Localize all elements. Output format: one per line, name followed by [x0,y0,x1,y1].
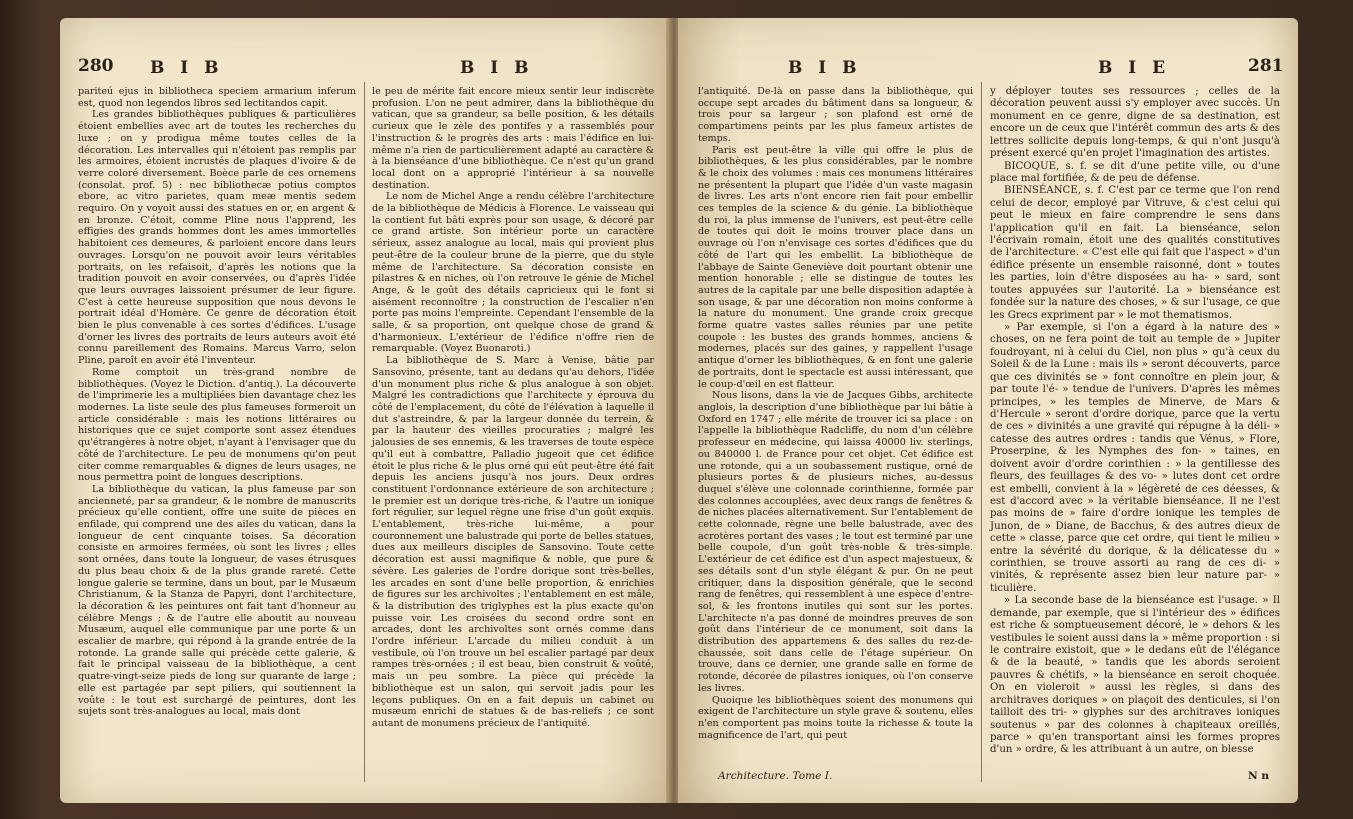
paragraph: Quoique les bibliothèques soient des monumens qui exigent de l'architecture un style grave & soutenu, elles n'en comportent pas moins toute la richesse & toute la magnificence de l'art, qui peut [698,694,973,741]
left-page [60,18,670,803]
paragraph: La bibliothèque de S. Marc à Venise, bâtie par Sansovino, présente, tant au dedans qu'au dehors, l'idée d'un monument plus riche & plus analogue à son objet. Malgré les contradictions que l'architecte y éprouva du côté de l'emplacement, du côté de l'élévation à laquelle il dut s'astreindre, & par la largeur donnée du terrein, & par la hauteur des vieilles procuraties ; malgré les jalousies de ses ennemis, & les traverses de toute espèce qu'il eut à combattre, Palladio jugeoit que cet édifice étoit le plus riche & le plus orné qui eût peut-être été fait depuis les anciens jusqu'à nos jours. Deux ordres constituent l'ordonnance extérieure de son architecture ; le premier est un dorique très-riche, & l'autre un ionique fort régulier, sur lequel règne une frise d'un goût exquis. L'entablement, très-riche lui-même, a pour couronnement une balustrade qui porte de belles statues, dues aux meilleurs disciples de Sansovino. Toute cette décoration est aussi magnifique & noble, que pure & sévère. Les galeries de l'ordre dorique sont très-belles, les arcades en sont d'une belle proportion, & enrichies de figures sur les archivoltes ; l'entablement en est mâle, & la distribution des triglyphes est la plus exacte qu'on puisse voir. Les croisées du second ordre sont en arcades, dont les archivoltes sont ornés comme dans l'ordre inférieur. L'arcade du milieu conduit à un vestibule, où l'on trouve un bel escalier partagé par deux rampes très-ornées ; il est beau, bien construit & voûté, mais un peu sombre. La pièce qui précède la bibliothèque est un salon, qui servoit jadis pour les leçons publiques. On en a fait depuis un cabinet ou musæum enrichi de statues & de bas-reliefs ; ce sont autant de monumens précieux de l'antiquité. [372,355,654,729]
paragraph: BICOQUE, s. f. se dit d'une petite ville, ou d'une place mal fortifiée, & de peu de défense. [990,160,1280,184]
page-number: 281 [1248,56,1284,76]
running-head: B I B [788,58,862,78]
paragraph: pariteú ejus in bibliotheca speciem armarium inferum est, quod non legendos libros sed lectitandos capit. [78,86,356,109]
paragraph: » La seconde base de la bienséance est l'usage. » Il demande, par exemple, que si l'intérieur des » édifices est riche & somptueusement décoré, le » dehors & les vestibules le soient aussi dans la » même proportion : si le contraire existoit, que » le dedans eût de l'élégance & de la beauté, » tandis que les abords seroient pauvres & chétifs, » la bienséance en seroit choquée. On en violeroit » aussi les règles, si dans des architraves doriques » on plaçoit des denticules, si l'on tailloit des tri- » glyphes sur des architraves ioniques soutenus » par des colonnes à chapiteaux oreillés, parce » qu'en transportant ainsi les formes propres d'un » ordre, & les attribuant à un autre, on blesse [990,595,1280,756]
paragraph: Le nom de Michel Ange a rendu célèbre l'architecture de la bibliothèque de Médicis à Florence. Le vaisseau qui la contient fut bâti exprès pour son usage, & décoré par ce grand artiste. Son intérieur porte un caractère sérieux, assez analogue au local, mais qui provient plus peut-être de la couleur brune de la pierre, que du style même de l'architecture. Sa décoration consiste en pilastres & en niches, où l'on retrouve le génie de Michel Ange, & le goût des détails capricieux qui le font si aisément reconnoître ; la construction de l'escalier n'en porte pas moins l'empreinte. Cependant l'ensemble de la salle, & sa proportion, ont quelque chose de grand & d'harmonieux. L'extérieur de l'édifice n'offre rien de remarquable. (Voyez Buonaroti.) [372,191,654,355]
paragraph: le peu de mérite fait encore mieux sentir leur indiscrète profusion. L'on ne peut admirer, dans la bibliothèque du vatican, que sa grandeur, sa belle position, & les détails curieux que le zèle des pontifes y a rassemblés pour l'instruction & le progrès des arts : mais l'édifice en lui-même n'a rien de particulièrement adapté au caractère & à la bienséance d'une bibliothèque. Ce n'est qu'un grand local dont on a approprié l'intérieur à sa nouvelle destination. [372,86,654,191]
running-head: B I B [150,58,224,78]
paragraph: La bibliothèque du vatican, la plus fameuse par son ancienneté, par sa grandeur, & le nombre de manuscrits précieux qu'elle contient, offre une suite de pièces en enfilade, qui comprend une des ailes du vatican, dans la longueur de cent cinquante toises. Sa décoration consiste en armoires fermées, où sont les livres ; elles sont ornées, dans toute la longueur, de vases étrusques du plus beau choix & de la plus grande rareté. Cette longue galerie se termine, dans un bout, par le Musæum Christianum, & la Stanza de Papyri, dont l'architecture, la décoration & les peintures ont fait tant d'honneur au célèbre Mengs ; & de l'autre elle aboutit au nouveau Musæum, auquel elle communique par une porte & un escalier de marbre, qui répond à la grande entrée de la rotonde. La grande salle qui précède cette galerie, & fait le principal vaisseau de la bibliothèque, a cent quatre-vingt-seize pieds de long sur quarante de large ; elle est partagée par sept piliers, qui soutiennent la voûte : le tout est surchargé de peintures, dont les sujets sont très-analogues au local, mais dont [78,483,356,718]
running-head: B I B [460,58,534,78]
signature-mark: Architecture. Tome I. [718,770,833,782]
page-number: 280 [78,56,114,76]
running-head: B I E [1098,58,1171,78]
text-column-1 [698,86,973,741]
right-page [678,18,1298,803]
paragraph: l'antiquité. De-là on passe dans la bibliothèque, qui occupe sept arcades du bâtiment dans sa longueur, & trois pour sa largeur ; son plafond est orné de compartimens peints par les plus fameux artistes de temps. [698,86,973,144]
text-column-2 [372,86,654,730]
paragraph: » Par exemple, si l'on a égard à la nature des » choses, on ne fera point de toit au temple de » Jupiter foudroyant, ni à celui du Ciel, non plus » qu'à ceux du Soleil & de la Lune : mais ils » seront découverts, parce que ces divinités se » font connoître en plein jour, & par toute l'é- » tendue de l'univers. D'après les mêmes principes, » les temples de Minerve, de Mars & d'Hercule » seront d'ordre dorique, parce que la vertu de ces » divinités a une gravité qui répugne à la déli- » catesse des autres ordres : tandis que Vénus, » Flore, Proserpine, & les Nymphes des fon- » taines, en doivent avoir d'ordre corinthien : » la gentillesse des fleurs, des feuillages & des vo- » lutes dont cet ordre est embelli, convient à la » légèreté de ces déesses, & est d'accord avec » la véritable bienséance. Il ne l'est pas moins de » faire d'ordre ionique les temples de Junon, de » Diane, de Bacchus, & des autres dieux de cette » classe, parce que cet ordre, qui tient le milieu » entre la sévérité du dorique, & la délicatesse du » corinthien, se trouve assorti au rang de ces di- » vinités, & représente assez bien leur nature par- » ticulière. [990,322,1280,594]
column-rule [364,82,365,782]
catchword: N n [1248,770,1270,782]
paragraph: BIENSÉANCE, s. f. C'est par ce terme que l'on rend celui de decor, employé par Vitruve, & c'est celui qui peut le mieux en faire comprendre le sens dans l'application qu'il en fait. La bienséance, selon l'écrivain romain, étoit une des qualités constitutives de l'architecture. « C'est elle qui fait que l'aspect » d'un édifice présente un ensemble raisonné, dont » toutes les parties, loin d'être disposées au ha- » sard, sont toutes appuyées sur l'autorité. La » bienséance est fondée sur la nature des choses, » & sur l'usage, ce que les Grecs expriment par » le mot thematismos. [990,185,1280,321]
text-column-1 [78,86,356,718]
text-column-2 [990,86,1280,757]
paragraph: Paris est peut-être la ville qui offre le plus de bibliothèques, & les plus considérables, par le nombre & le choix des volumes : mais ces monumens littéraires ne présentent la plupart que l'idée d'un vaste magasin de livres. Les arts n'ont encore rien fait pour embellir ces temples de la science & du génie. La bibliothèque du roi, la plus immense de l'univers, est peut-être celle de toutes qui doit le moins trouver place dans un ouvrage où l'on n'envisage ces sortes d'édifices que du côté de l'art qui les embellit. La bibliothèque de l'abbaye de Sainte Geneviève doit pourtant obtenir une mention honorable ; elle se distingue de toutes les autres de la capitale par une belle disposition adaptée à son usage, & par une décoration non moins conforme à la nature du monument. Une grande croix grecque forme quatre vastes salles réunies par une petite coupole : les bustes des grands hommes, anciens & modernes, placés sur des gaines, y rappellent l'usage antique d'orner les bibliothèques, & en font une galerie de portraits, dont le spectacle est aussi intéressant, que le coup-d'œil en est flatteur. [698,144,973,390]
column-rule [981,82,982,782]
paragraph: Nous lisons, dans la vie de Jacques Gibbs, architecte anglois, la description d'une bibliothèque par lui bâtie à Oxford en 1747 ; elle mérite de trouver ici sa place : on l'appelle la bibliothèque Radcliffe, du nom d'un célèbre professeur en médecine, qui laissa 40000 liv. sterlings, ou 840000 l. de France pour cet objet. Cet édifice est une rotonde, qui a un soubassement rustique, orné de plusieurs portes & de plusieurs niches, au-dessus duquel s'élève une colonnade corinthienne, formée par des colonnes accouplées, avec deux rangs de fenêtres & de niches placées alternativement. Sur l'entablement de cette colonnade, règne une belle balustrade, avec des acrotères portant des vases ; le tout est terminé par une belle coupole, d'un goût très-noble & très-simple. L'extérieur de cet édifice est d'un aspect majestueux, & ses détails sont d'un style élégant & pur. On ne peut critiquer, dans la disposition générale, que le second rang de fenêtres, qui ressemblent à une espèce d'entre-sol, & les frontons inutiles qui sont sur les portes. L'architecte n'a pas donné de moindres preuves de son goût dans l'intérieur de ce monument, soit dans la distribution des appartemens & des salles du rez-de-chaussée, soit dans celle de l'étage supérieur. On trouve, dans ce dernier, une grande salle en forme de rotonde, décorée de pilastres ioniques, où l'on conserve les livres. [698,390,973,694]
paragraph: y déployer toutes ses ressources ; celles de la décoration peuvent aussi s'y employer avec succès. Un monument en ce genre, digne de sa destination, est encore un de ceux que l'intérêt commun des arts & des lettres sollicite depuis long-temps, & qui n'ont jusqu'à présent exercé qu'en projet l'imagination des artistes. [990,86,1280,160]
paragraph: Rome comptoit un très-grand nombre de bibliothèques. (Voyez le Diction. d'antiq.). La découverte de l'imprimerie les a multipliées bien davantage chez les modernes. La liste seule des plus fameuses formeroit un article considérable : mais les notions littéraires ou historiques que ce sujet comporte sont assez étendues qu'étrangères à notre objet, n'ayant à l'envisager que du côté de l'architecture. Le peu de monumens qu'on peut citer comme remarquables & dignes de leurs usages, ne nous permettra point de longues descriptions. [78,366,356,484]
paragraph: Les grandes bibliothèques publiques & particulières étoient embellies avec art de toutes les recherches du luxe ; on y prodigua même toutes celles de la décoration. Les intervalles qui n'étoient pas remplis par les armoires, étoient incrustés de plaques d'ivoire & de verre coloré diversement. Boèce parle de ces ornemens (consolat. prof. 5) : nec bibliothecæ potius comptos ebore, ac vitro parietes, quam meæ mentis sedem requiro. On y voyoit aussi des statues en or, en argent & en bronze. C'étoit, comme Pline nous l'apprend, les effigies des grands hommes dont les ames immortelles habitoient ces demeures, & parloient encore dans leurs ouvrages. Lorsqu'on ne pouvoit avoir leurs véritables portraits, on les refaisoit, d'après les notions que la tradition pouvoit en avoir conservées, ou d'après l'idée que leurs ouvrages laissoient présumer de leur figure. C'est à cette heureuse supposition que nous devons le portrait idéal d'Homère. Ce genre de décoration étoit bien le plus convenable à ces sortes d'édifices. L'usage d'orner les livres des portraits de leurs auteurs avoit été connu pareillement des Romains. Marcus Varro, selon Pline, paroît en avoir été l'inventeur. [78,109,356,367]
